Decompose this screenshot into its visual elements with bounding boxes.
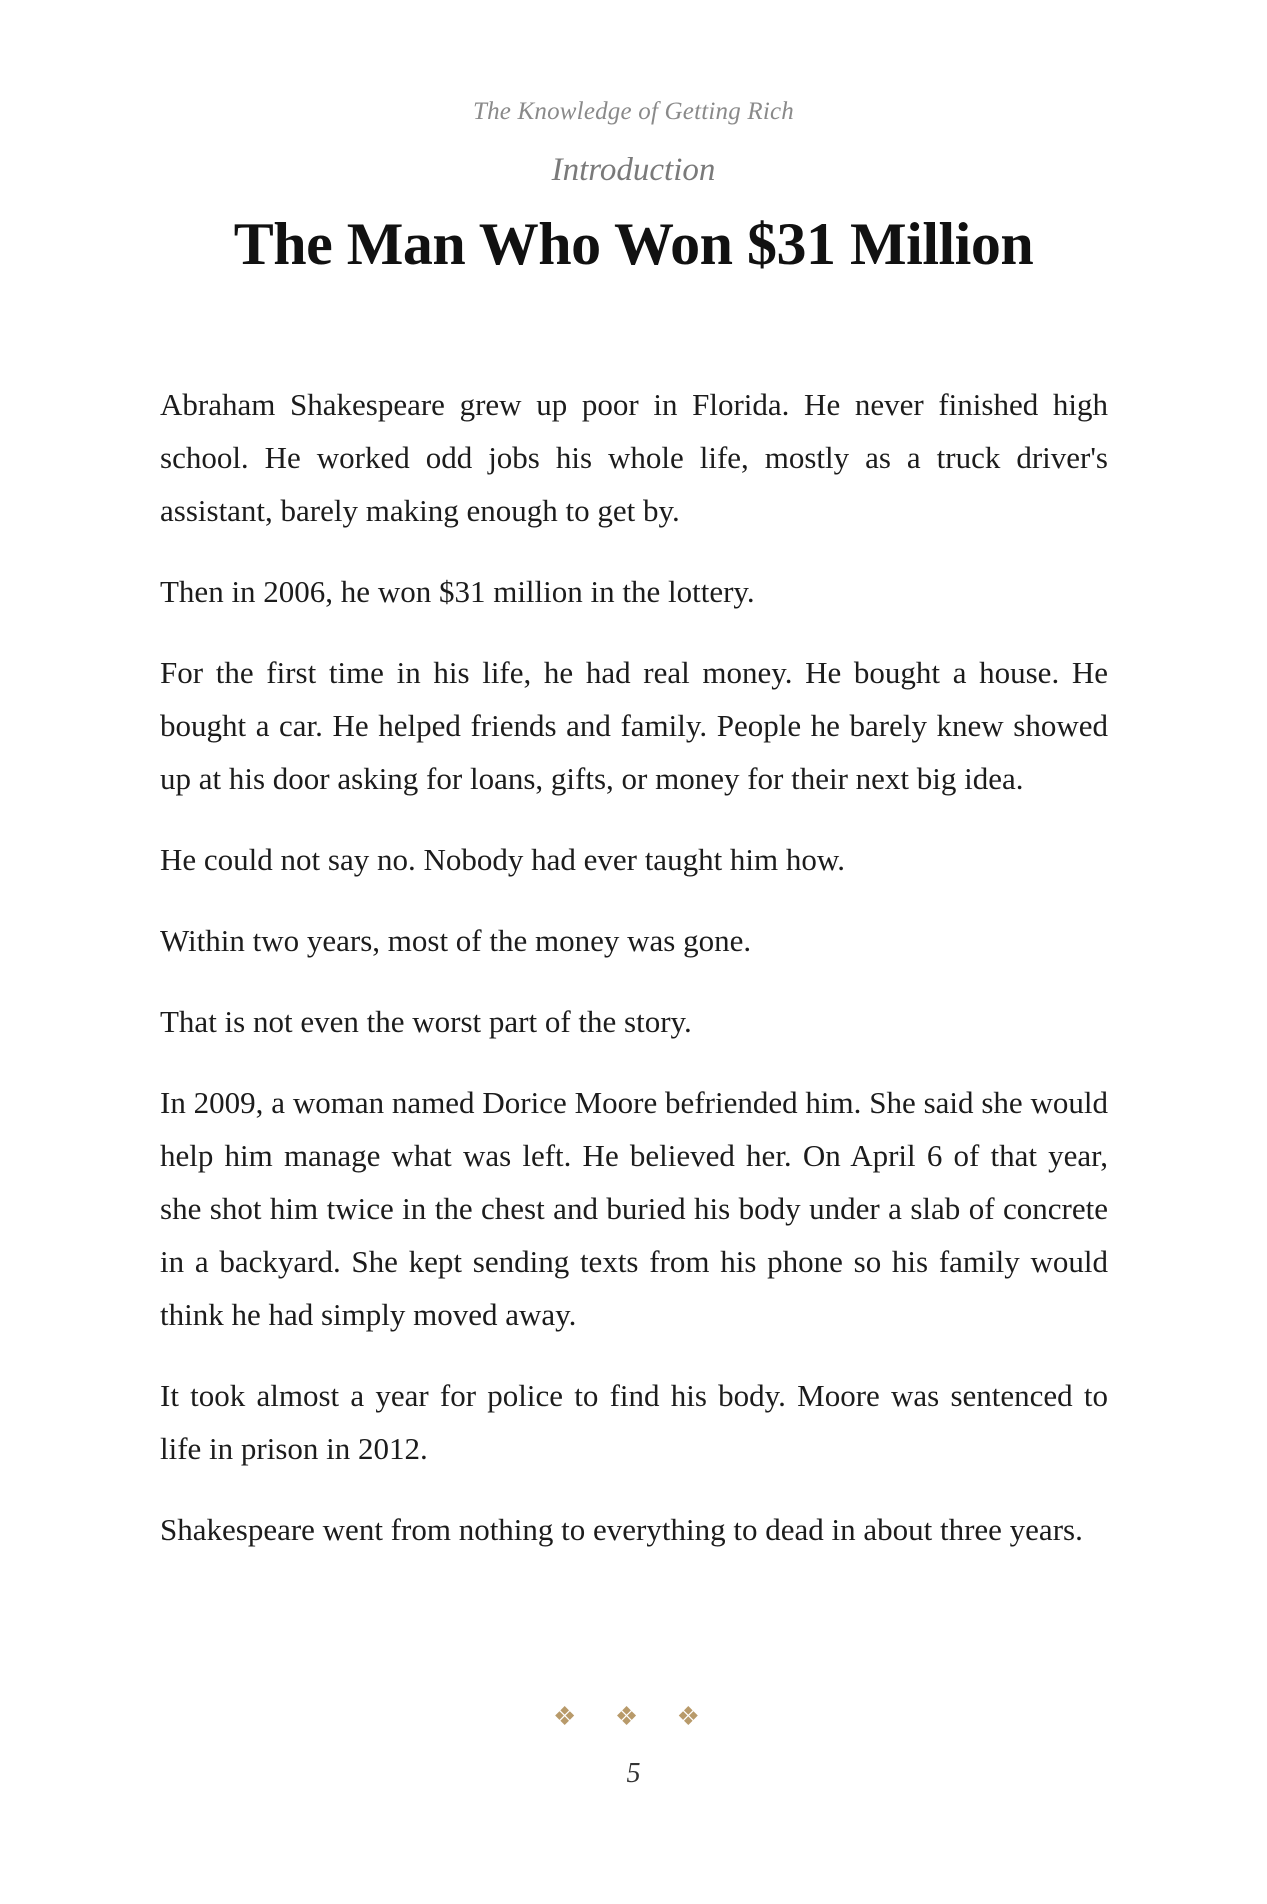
paragraph: He could not say no. Nobody had ever taught him how. [160, 842, 846, 877]
paragraph: Then in 2006, he won $31 million in the lottery. [160, 574, 755, 609]
chapter-label: Introduction [551, 152, 716, 188]
running-head: The Knowledge of Getting Rich [472, 98, 795, 125]
paragraph: For the first time in his life, he had real money. He bought a house. He bought a car. He helped friends and family. People he barely knew showed up at his door asking for loans, gifts, or money for their next big idea. [160, 655, 1108, 796]
paragraph: Shakespeare went from nothing to everything to dead in about three years. [160, 1512, 1083, 1547]
page-number: 5 [626, 1758, 641, 1789]
diamond-ornament-icon: ❖ [553, 1702, 591, 1731]
section-break-ornament [0, 1702, 1267, 1732]
chapter-title: The Man Who Won $31 Million [233, 211, 1034, 277]
paragraph: It took almost a year for police to find his body. Moore was sentenced to life in prison in 2012. [160, 1378, 1108, 1466]
paragraph: Within two years, most of the money was gone. [160, 923, 752, 958]
diamond-ornament-icon: ❖ [614, 1702, 653, 1731]
body-text [160, 378, 1108, 1584]
paragraph: That is not even the worst part of the story. [160, 1004, 692, 1039]
paragraph: In 2009, a woman named Dorice Moore befriended him. She said she would help him manage what was left. He believed her. On April 6 of that year, she shot him twice in the chest and buried his body under a slab of concrete in a backyard. She kept sending texts from his phone so his family would think he had simply moved away. [160, 1085, 1108, 1332]
paragraph: Abraham Shakespeare grew up poor in Florida. He never finished high school. He worked odd jobs his whole life, mostly as a truck driver's assistant, barely making enough to get by. [160, 387, 1108, 528]
diamond-ornament-icon: ❖ [676, 1702, 714, 1731]
